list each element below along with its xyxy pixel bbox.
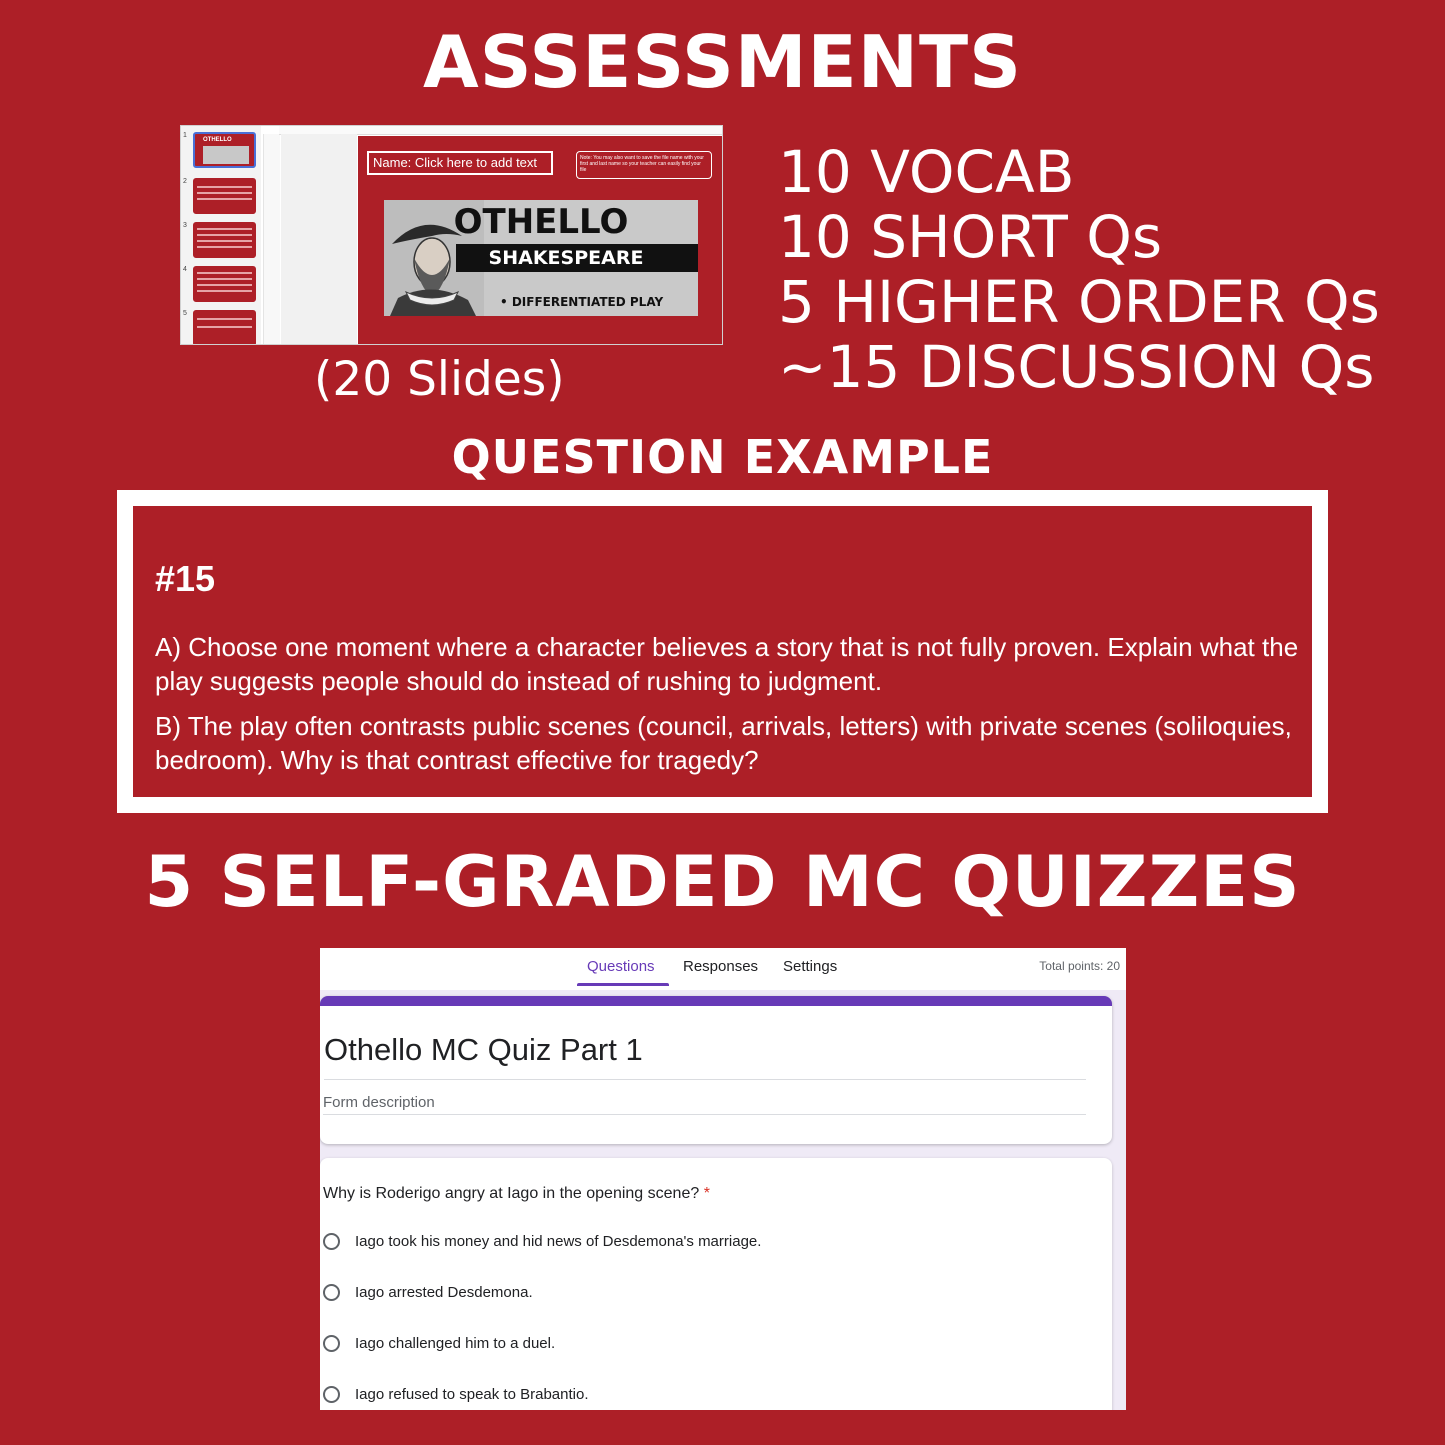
tab-questions[interactable]: Questions bbox=[587, 958, 655, 975]
radio-button-icon[interactable] bbox=[323, 1386, 340, 1403]
slide-canvas[interactable] bbox=[358, 136, 723, 345]
form-header-card bbox=[320, 996, 1112, 1144]
slide-thumbnail[interactable] bbox=[193, 266, 256, 302]
note-text-box: Note: You may also want to save the file name with your first and last name so your teacher can easily find your file bbox=[576, 151, 712, 179]
question-text bbox=[323, 1185, 710, 1203]
banner-tag: • DIFFERENTIATED PLAY bbox=[500, 295, 664, 309]
slide-thumbnail[interactable] bbox=[193, 132, 256, 168]
required-marker: * bbox=[703, 1185, 710, 1202]
page-title: ASSESSMENTS bbox=[423, 20, 1022, 104]
banner-title: OTHELLO bbox=[453, 202, 629, 242]
question-number: #15 bbox=[155, 558, 216, 599]
stat-higher-order-questions: 5 HIGHER ORDER Qs bbox=[778, 268, 1380, 336]
name-text-box[interactable]: Name: Click here to add text bbox=[367, 151, 553, 175]
scrollbar[interactable] bbox=[263, 134, 280, 345]
question-part-a: A) Choose one moment where a character believes a story that is not fully proven. Explain what the play suggests people should do instead of rushing to judgment. bbox=[155, 632, 1299, 696]
question-example-box bbox=[117, 490, 1328, 813]
radio-button-icon[interactable] bbox=[323, 1335, 340, 1352]
question-card bbox=[320, 1158, 1112, 1410]
active-tab-indicator bbox=[577, 983, 669, 986]
canvas-margin bbox=[281, 134, 357, 345]
slide-number: 5 bbox=[183, 310, 187, 317]
slide-number: 2 bbox=[183, 178, 187, 185]
form-tab-bar bbox=[320, 948, 1126, 990]
tab-responses[interactable]: Responses bbox=[683, 958, 759, 975]
quizzes-heading: 5 SELF-GRADED MC QUIZZES bbox=[144, 841, 1301, 923]
question-label: Why is Roderigo angry at Iago in the opening scene? bbox=[323, 1185, 700, 1202]
question-example-heading: QUESTION EXAMPLE bbox=[451, 430, 994, 484]
form-screenshot bbox=[320, 948, 1126, 1410]
option-label: Iago arrested Desdemona. bbox=[355, 1284, 533, 1301]
slide-number: 4 bbox=[183, 266, 187, 273]
stat-discussion-questions: ~15 DISCUSSION Qs bbox=[778, 333, 1375, 401]
stats-list bbox=[778, 140, 1380, 400]
slides-screenshot bbox=[180, 125, 723, 345]
slides-count: (20 Slides) bbox=[314, 352, 565, 407]
divider bbox=[324, 1079, 1086, 1080]
stat-short-questions: 10 SHORT Qs bbox=[778, 203, 1163, 271]
stat-vocab: 10 VOCAB bbox=[778, 138, 1075, 206]
option-label: Iago took his money and hid news of Desdemona's marriage. bbox=[355, 1233, 762, 1250]
thumbnail-image bbox=[203, 146, 249, 164]
banner-subtitle: SHAKESPEARE bbox=[488, 247, 644, 269]
slide-filmstrip bbox=[181, 126, 261, 345]
slide-thumbnail[interactable] bbox=[193, 222, 256, 258]
divider bbox=[323, 1114, 1086, 1115]
question-part-b: B) The play often contrasts public scenes (council, arrivals, letters) with private scenes (soliloquies, bedroom). Why is that contrast effective for tragedy? bbox=[155, 711, 1292, 775]
form-title[interactable]: Othello MC Quiz Part 1 bbox=[324, 1032, 643, 1067]
title-banner bbox=[384, 200, 698, 316]
radio-button-icon[interactable] bbox=[323, 1233, 340, 1250]
radio-button-icon[interactable] bbox=[323, 1284, 340, 1301]
thumbnail-title: OTHELLO bbox=[203, 137, 232, 143]
tab-settings[interactable]: Settings bbox=[783, 958, 838, 975]
form-description-field[interactable]: Form description bbox=[323, 1094, 435, 1111]
total-points: Total points: 20 bbox=[1039, 959, 1120, 973]
slide-thumbnail[interactable] bbox=[193, 310, 256, 345]
slide-number: 1 bbox=[183, 132, 187, 139]
slide-number: 3 bbox=[183, 222, 187, 229]
slide-thumbnail[interactable] bbox=[193, 178, 256, 214]
option-label: Iago refused to speak to Brabantio. bbox=[355, 1386, 589, 1403]
option-label: Iago challenged him to a duel. bbox=[355, 1335, 556, 1352]
